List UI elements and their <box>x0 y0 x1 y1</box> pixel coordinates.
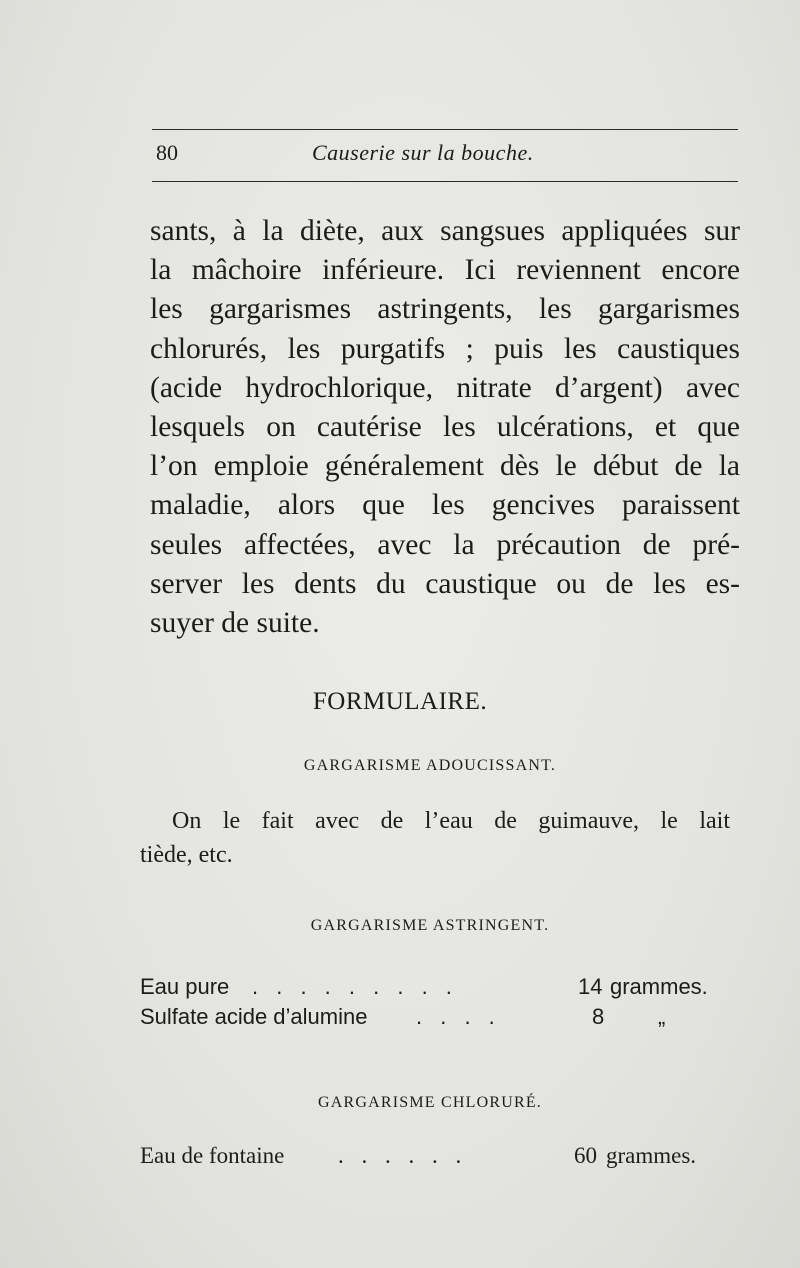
para-line: tiède, etc. <box>140 842 233 868</box>
leader-dots: . . . . <box>416 1004 501 1029</box>
body-line: la mâchoire inférieure. Ici reviennent encore <box>150 254 740 287</box>
body-line: maladie, alors que les gencives paraissent <box>150 489 740 522</box>
ingredient-quantity: 8 <box>592 1004 605 1029</box>
para-line: On le fait avec de l’eau de guimauve, le lait <box>172 808 730 834</box>
recipe-row <box>140 974 730 1004</box>
ingredient-name: Eau pure <box>140 974 230 999</box>
body-paragraph <box>150 212 740 643</box>
ingredient-unit: grammes. <box>606 1143 697 1168</box>
ingredient-quantity: 14 <box>578 974 603 999</box>
recipe-row <box>140 1004 730 1034</box>
page-number: 80 <box>156 140 178 165</box>
subheading-astringent: GARGARISME ASTRINGENT. <box>310 917 550 934</box>
recipe-row <box>140 1143 730 1173</box>
ingredient-quantity: 60 <box>574 1143 597 1168</box>
running-head <box>152 140 738 170</box>
body-line: server les dents du caustique ou de les es- <box>150 567 740 600</box>
ingredient-name: Sulfate acide d’alumine <box>140 1004 368 1029</box>
leader-dots: . . . . . . . . . <box>252 974 458 999</box>
adoucissant-paragraph <box>140 804 730 872</box>
ingredient-unit: grammes. <box>610 974 708 999</box>
running-title: Causerie sur la bouche. <box>312 140 534 165</box>
body-line: sants, à la diète, aux sangsues appliquées sur <box>150 215 740 247</box>
body-line: les gargarismes astringents, les gargarismes <box>150 293 740 326</box>
subheading-adoucissant: GARGARISME ADOUCISSANT. <box>303 757 557 774</box>
body-line: seules affectées, avec la précaution de pré- <box>150 528 740 561</box>
header-rule-top <box>152 129 738 130</box>
ingredient-name: Eau de fontaine <box>140 1143 285 1168</box>
body-line: chlorurés, les purgatifs ; puis les caustiques <box>150 332 740 365</box>
body-line: suyer de suite. <box>150 607 320 640</box>
body-line: (acide hydrochlorique, nitrate d’argent) avec <box>150 371 740 404</box>
header-rule-bottom <box>152 181 738 182</box>
leader-dots: . . . . . . <box>338 1143 468 1168</box>
body-line: l’on emploie généralement dès le début de la <box>150 450 740 483</box>
subheading-chlorure: GARGARISME CHLORURÉ. <box>317 1094 542 1111</box>
section-heading-formulaire: FORMULAIRE. <box>312 688 488 715</box>
ingredient-unit: „ <box>658 1004 666 1029</box>
body-line: lesquels on cautérise les ulcérations, et que <box>150 411 740 444</box>
